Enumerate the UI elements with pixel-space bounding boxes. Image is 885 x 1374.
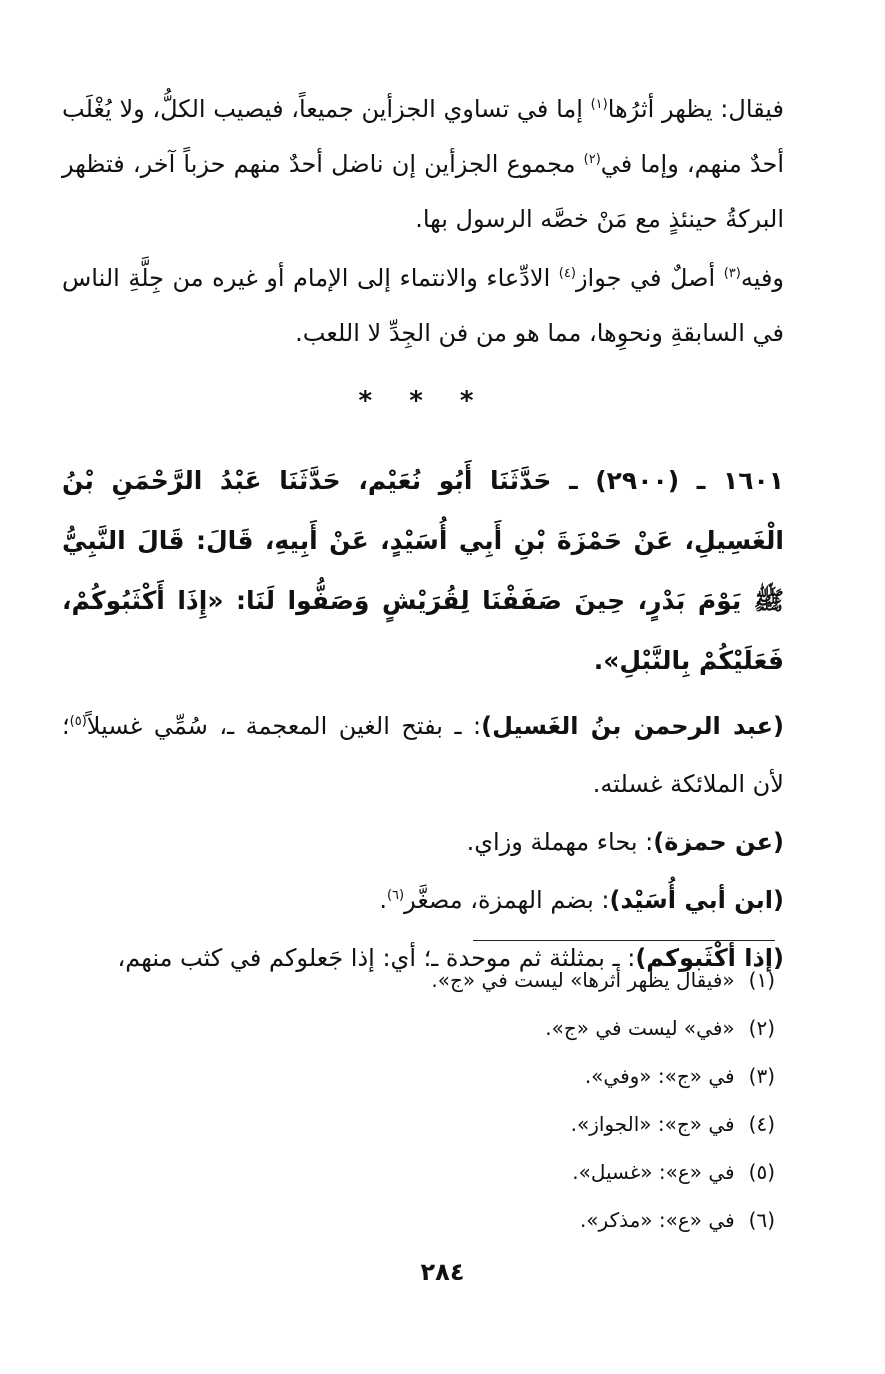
footnote-text: «في» ليست في «ج». [545,1016,735,1040]
paragraph-1-text-a: فيقال: يظهر أثرُها [607,95,784,123]
footnote-text: «فيقال يظهر أثرها» ليست في «ج». [431,968,735,992]
footnote-number: (٦) [748,1208,775,1232]
commentary-2 [62,813,784,871]
footnote-text: في «ج»: «الجواز». [570,1112,735,1136]
footnote-item [175,1004,775,1052]
footnote-number: (٢) [748,1016,775,1040]
commentary-3 [62,871,784,929]
footnote-ref-2: (٢) [583,152,601,167]
commentary-1 [62,697,784,813]
commentary-term: (عن حمزة) [653,828,784,856]
commentary-term: (إذا أكْثَبوكم) [635,944,784,972]
paragraph-2 [62,251,784,361]
commentary-text: : بحاء مهملة وزاي. [466,828,654,856]
footnote-text: في «ع»: «غسيل». [572,1160,735,1184]
footnote-text: في «ج»: «وفي». [584,1064,735,1088]
footnote-ref-5: (٥) [69,714,87,729]
footnote-ref-3: (٣) [723,266,741,281]
footnote-ref-1: (١) [590,97,608,112]
footnote-ref-6: (٦) [386,888,405,903]
commentary-text: : ـ بمثلثة ثم موحدة ـ؛ أي: إذا جَعلوكم في كثب منهم، [117,944,636,972]
paragraph-2-text-a: وفيه [740,264,784,292]
footnote-text: في «ع»: «مذكر». [579,1208,735,1232]
footnote-divider [473,940,775,941]
footnote-ref-4: (٤) [558,266,576,281]
paragraph-2-text-b: أصلٌ في جواز [575,264,724,292]
footnote-item [175,1052,775,1100]
page-body [62,82,784,987]
footnote-item [175,1100,775,1148]
footnote-item [175,1196,775,1244]
footnote-item [175,956,775,1004]
footnotes [175,956,775,1244]
commentary-term: (ابن أبي أُسَيْد) [609,886,784,914]
commentary-term: (عبد الرحمن بنُ الغَسيل) [481,712,784,740]
footnote-number: (٥) [748,1160,775,1184]
page-number: ٢٨٤ [420,1258,465,1286]
footnote-item [175,1148,775,1196]
footnote-number: (٤) [748,1112,775,1136]
commentary-text: : ـ بفتح الغين المعجمة ـ، سُمِّي غسيلاً [86,712,482,740]
paragraph-1-text-c: مجموع الجزأين إن ناضل أحدٌ منهم حزباً آخر، فتظهر البركةُ حينئذٍ مع مَنْ خصَّه الرسول بها. [62,150,784,233]
commentary-text: : بضم الهمزة، مصغَّر [404,886,610,914]
paragraph-1 [62,82,784,247]
hadith-text: ١٦٠١ ـ (٢٩٠٠) ـ حَدَّثَنَا أَبُو نُعَيْم، حَدَّثَنَا عَبْدُ الرَّحْمَنِ بْنُ الْغَسِيلِ، عَنْ حَمْزَةَ بْنِ أَبِي أُسَيْدٍ، عَنْ أَبِيهِ، قَالَ: قَالَ النَّبِيُّ ﷺ يَوْمَ بَدْرٍ، حِينَ صَفَفْنَا لِقُرَيْشٍ وَصَفُّوا لَنَا: «إِذَا أَكْثَبُوكُمْ، فَعَلَيْكُمْ بِالنَّبْلِ». [62,466,784,675]
footnote-number: (٣) [748,1064,775,1088]
footnote-number: (١) [748,968,775,992]
paragraph-2-text-c: الادِّعاء والانتماء إلى الإمام أو غيره من جِلَّةِ الناس في السابقةِ ونحوِها، مما هو من فن الجِدِّ لا اللعب. [62,264,784,347]
paragraph-1-text-b: إما في تساوي الجزأين جميعاً، فيصيب الكلُّ، ولا يُغْلَب أحدٌ منهم، وإما في [62,95,784,178]
section-separator: * * * [358,386,488,416]
commentary-text-after: ؛ لأن الملائكة غسلته. [62,712,784,798]
commentary-text-after: . [379,886,387,914]
